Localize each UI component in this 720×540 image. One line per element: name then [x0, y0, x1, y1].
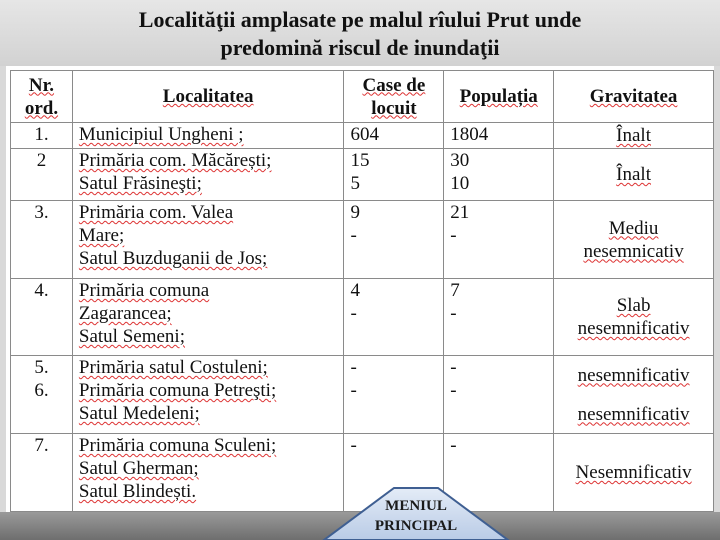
- cell-case-line: 15: [350, 150, 370, 171]
- cell-localitatea-line: Primăria com. Valea: [78, 202, 234, 223]
- cell-populatia-line: -: [450, 225, 457, 246]
- cell-localitatea: [72, 201, 344, 279]
- cell-nr-line: 2: [36, 150, 47, 171]
- cell-case: [344, 356, 444, 434]
- cell-nr-line: 3.: [34, 202, 49, 223]
- main-menu-button[interactable]: [316, 486, 516, 540]
- cell-case-line: 5: [350, 173, 360, 194]
- cell-localitatea: [72, 123, 344, 149]
- cell-nr-line: 1.: [34, 124, 49, 145]
- table-body: [11, 123, 714, 512]
- cell-localitatea-line: Satul Semeni;: [78, 326, 185, 347]
- cell-localitatea-line: Satul Buzduganii de Jos;: [78, 248, 268, 269]
- cell-localitatea: [72, 149, 344, 201]
- cell-nr: [11, 434, 73, 512]
- cell-localitatea: [72, 356, 344, 434]
- cell-nr: [11, 279, 73, 356]
- cell-gravitatea-line: Mediu: [608, 217, 659, 239]
- cell-case: [344, 201, 444, 279]
- cell-gravitatea-line: Înalt: [616, 125, 651, 146]
- table-row: [11, 279, 714, 356]
- title-bar: [0, 0, 720, 66]
- cell-case-line: -: [350, 225, 357, 246]
- menu-button-line2: PRINCIPAL: [374, 518, 458, 534]
- cell-localitatea-line: Satul Frăsineşti;: [78, 173, 202, 194]
- cell-localitatea-line: Satul Medeleni;: [78, 403, 200, 424]
- cell-populatia-line: -: [450, 435, 457, 456]
- menu-button-label: [316, 496, 516, 536]
- cell-nr: [11, 201, 73, 279]
- header-case: [344, 71, 444, 123]
- cell-populatia: [444, 149, 554, 201]
- table-sheet: [6, 66, 714, 512]
- cell-gravitatea-line: nesemnificativ: [577, 318, 690, 339]
- cell-populatia-line: -: [450, 380, 457, 401]
- cell-nr: [11, 149, 73, 201]
- cell-localitatea-line: Primăria comuna: [78, 280, 210, 301]
- cell-nr-line: 5.: [34, 357, 49, 378]
- cell-populatia: [444, 123, 554, 149]
- cell-populatia: [444, 279, 554, 356]
- cell-localitatea-line: Primăria com. Măcărești;: [78, 150, 272, 171]
- cell-case-line: -: [350, 435, 357, 456]
- cell-gravitatea-line: nesemnificativ: [577, 403, 690, 425]
- cell-case: [344, 279, 444, 356]
- cell-localitatea-line: Satul Blindești.: [78, 481, 197, 502]
- table-row: [11, 149, 714, 201]
- cell-populatia: [444, 356, 554, 434]
- table-row: [11, 123, 714, 149]
- cell-gravitatea: [554, 201, 714, 279]
- header-localitatea: [72, 71, 344, 123]
- slide-title-line2: predomină riscul de inundaţii: [220, 35, 500, 60]
- cell-nr: [11, 356, 73, 434]
- cell-localitatea-line: Primăria comuna Sculeni;: [78, 435, 277, 456]
- cell-case: [344, 149, 444, 201]
- cell-case-line: 4: [350, 280, 360, 301]
- cell-populatia-line: 1804: [450, 124, 489, 145]
- table-row: [11, 356, 714, 434]
- slide-title: [0, 6, 720, 62]
- cell-localitatea-line: Primăria satul Costuleni;: [78, 357, 268, 378]
- cell-localitatea-line: Satul Gherman;: [78, 458, 199, 479]
- header-gravitatea: [554, 71, 714, 123]
- cell-localitatea: [72, 279, 344, 356]
- header-populatia: [444, 71, 554, 123]
- cell-case-line: 9: [350, 202, 360, 223]
- cell-gravitatea: [554, 356, 714, 434]
- cell-populatia-line: 30: [450, 150, 470, 171]
- header-gravitatea-label: Gravitatea: [589, 86, 678, 107]
- cell-populatia-line: -: [450, 357, 457, 378]
- cell-gravitatea: [554, 149, 714, 201]
- cell-localitatea-line: Zagarancea;: [78, 303, 172, 324]
- cell-nr-line: 4.: [34, 280, 49, 301]
- cell-gravitatea-line: nesemnificativ: [577, 364, 690, 386]
- cell-gravitatea-line: nesemnicativ: [583, 240, 684, 262]
- cell-gravitatea: [554, 123, 714, 149]
- header-nr-line2: ord.: [24, 97, 59, 119]
- cell-localitatea-line: Mare;: [78, 225, 125, 246]
- cell-localitatea-line: Municipiul Ungheni ;: [78, 124, 244, 145]
- menu-button-line1: MENIUL: [385, 498, 447, 514]
- header-case-line2: locuit: [371, 97, 417, 119]
- cell-gravitatea-line: Slab: [616, 295, 651, 316]
- flood-risk-table: [10, 70, 714, 512]
- header-localitatea-label: Localitatea: [162, 86, 254, 107]
- cell-gravitatea: [554, 434, 714, 512]
- cell-populatia: [444, 201, 554, 279]
- cell-case: [344, 123, 444, 149]
- cell-nr: [11, 123, 73, 149]
- cell-gravitatea-line: Înalt: [616, 164, 651, 185]
- cell-gravitatea: [554, 279, 714, 356]
- cell-gravitatea-line: Nesemnificativ: [575, 462, 692, 483]
- header-nr-line1: Nr.: [28, 74, 55, 96]
- cell-populatia-line: 21: [450, 202, 470, 223]
- table-header-row: [11, 71, 714, 123]
- cell-populatia-line: 10: [450, 173, 470, 194]
- cell-case-line: -: [350, 380, 357, 401]
- header-populatia-label: Populația: [459, 86, 538, 107]
- table-row: [11, 201, 714, 279]
- cell-case-line: 604: [350, 124, 379, 145]
- cell-localitatea-line: Primăria comuna Petreşti;: [78, 380, 277, 401]
- header-nr: [11, 71, 73, 123]
- cell-populatia-line: -: [450, 303, 457, 324]
- slide-title-line1: Localităţii amplasate pe malul rîului Prut unde: [138, 7, 582, 32]
- cell-nr-line: 6.: [34, 380, 49, 401]
- cell-localitatea: [72, 434, 344, 512]
- cell-case-line: -: [350, 357, 357, 378]
- cell-case-line: -: [350, 303, 357, 324]
- cell-populatia-line: 7: [450, 280, 460, 301]
- cell-nr-line: 7.: [34, 435, 49, 456]
- header-case-line1: Case de: [362, 74, 426, 96]
